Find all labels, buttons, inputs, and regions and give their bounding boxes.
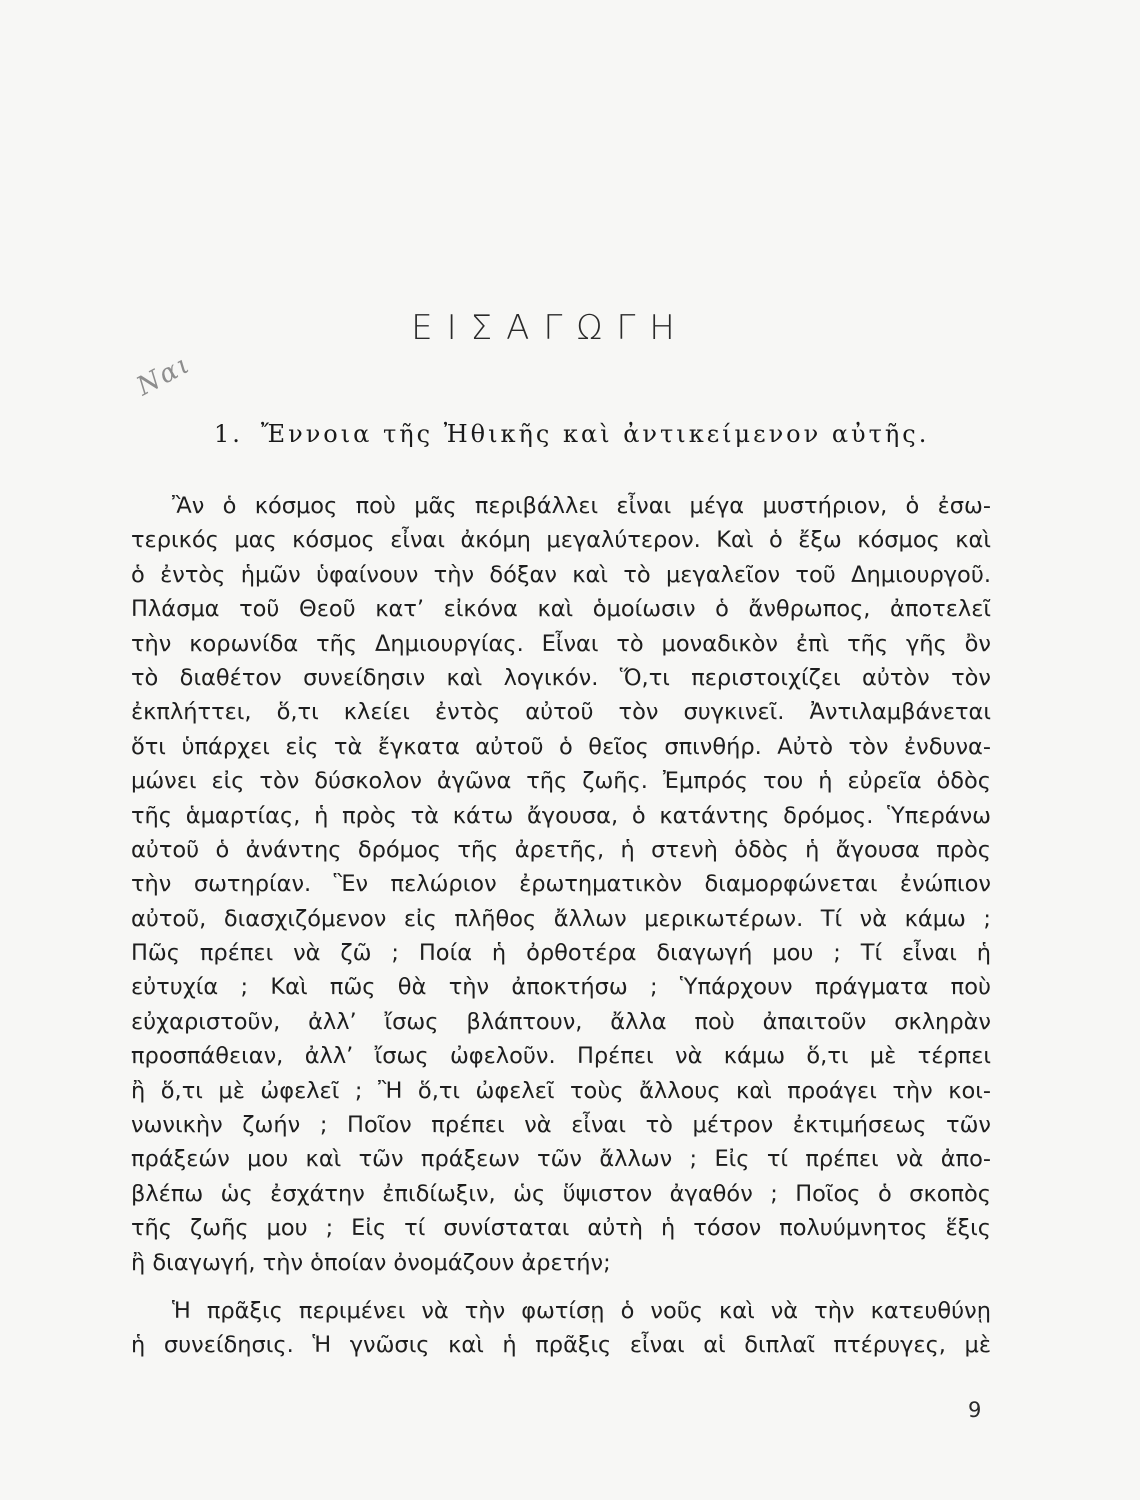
text-line: τὴν κορωνίδα τῆς Δημιουργίας. Εἶναι τὸ μοναδικὸν ἐπὶ τῆς γῆς ὂν <box>131 630 991 657</box>
text-line: ἐκπλήττει, ὅ,τι κλείει ἐντὸς αὐτοῦ τὸν συγκινεῖ. Ἀντιλαμβάνεται <box>131 699 991 726</box>
text-line: εὐχαριστοῦν, ἀλλ’ ἴσως βλάπτουν, ἄλλα ποὺ ἀπαιτοῦν σκληρὰν <box>131 1008 991 1035</box>
text-line: τὴν σωτηρίαν. Ἓν πελώριον ἐρωτηματικὸν διαμορφώνεται ἐνώπιον <box>131 871 991 898</box>
text-line: ἡ συνείδησις. Ἡ γνῶσις καὶ ἡ πρᾶξις εἶναι αἱ διπλαῖ πτέρυγες, μὲ <box>131 1332 991 1359</box>
text-line: πράξεών μου καὶ τῶν πράξεων τῶν ἄλλων ; Εἰς τί πρέπει νὰ ἀπο- <box>131 1146 991 1173</box>
text-line: αὐτοῦ, διασχιζόμενον εἰς πλῆθος ἄλλων μερικωτέρων. Τί νὰ κάμω ; <box>131 905 991 932</box>
text-line: τερικός μας κόσμος εἶναι ἀκόμη μεγαλύτερον. Καὶ ὁ ἔξω κόσμος καὶ <box>131 527 991 554</box>
page-number: 9 <box>968 1398 982 1422</box>
text-line: Πλάσμα τοῦ Θεοῦ κατ’ εἰκόνα καὶ ὁμοίωσιν ὁ ἄνθρωπος, ἀποτελεῖ <box>131 596 991 623</box>
text-line: τὸ διαθέτον συνείδησιν καὶ λογικόν. Ὅ,τι περιστοιχίζει αὐτὸν τὸν <box>131 664 991 691</box>
paragraph-1 <box>131 489 991 1280</box>
text-line: ἢ διαγωγή, τὴν ὁποίαν ὀνομάζουν ἀρετήν; <box>131 1249 611 1276</box>
section-number: 1. <box>214 420 243 448</box>
text-line: ἢ ὅ,τι μὲ ὠφελεῖ ; Ἢ ὅ,τι ὠφελεῖ τοὺς ἄλλους καὶ προάγει τὴν κοι- <box>131 1077 991 1104</box>
text-line: μώνει εἰς τὸν δύσκολον ἀγῶνα τῆς ζωῆς. Ἐμπρός του ἡ εὐρεῖα ὁδὸς <box>131 768 991 795</box>
text-line: Πῶς πρέπει νὰ ζῶ ; Ποία ἡ ὀρθοτέρα διαγωγή μου ; Τί εἶναι ἡ <box>131 940 991 967</box>
handwritten-margin-note: Ναι <box>131 348 196 402</box>
text-line: Ἂν ὁ κόσμος ποὺ μᾶς περιβάλλει εἶναι μέγα μυστήριον, ὁ ἐσω- <box>172 493 991 519</box>
text-line: ὁ ἐντὸς ἡμῶν ὑφαίνουν τὴν δόξαν καὶ τὸ μεγαλεῖον τοῦ Δημιουργοῦ. <box>131 561 991 588</box>
paragraph-2 <box>131 1294 991 1363</box>
text-line: Ἡ πρᾶξις περιμένει νὰ τὴν φωτίσῃ ὁ νοῦς καὶ νὰ τὴν κατευθύνῃ <box>172 1298 991 1324</box>
section-title: Ἔννοια τῆς Ἠθικῆς καὶ ἀντικείμενον αὐτῆς. <box>260 420 930 448</box>
text-line: αὐτοῦ ὁ ἀνάντης δρόμος τῆς ἀρετῆς, ἡ στενὴ ὁδὸς ἡ ἄγουσα πρὸς <box>131 836 991 863</box>
text-line: βλέπω ὡς ἐσχάτην ἐπιδίωξιν, ὡς ὕψιστον ἀγαθόν ; Ποῖος ὁ σκοπὸς <box>131 1180 991 1207</box>
chapter-title: ΕΙΣΑΓΩΓΗ <box>411 308 689 348</box>
text-line: τῆς ζωῆς μου ; Εἰς τί συνίσταται αὐτὴ ἡ τόσον πολυύμνητος ἕξις <box>131 1215 991 1242</box>
text-line: τῆς ἁμαρτίας, ἡ πρὸς τὰ κάτω ἄγουσα, ὁ κατάντης δρόμος. Ὑπεράνω <box>131 802 991 829</box>
text-line: εὐτυχία ; Καὶ πῶς θὰ τὴν ἀποκτήσω ; Ὑπάρχουν πράγματα ποὺ <box>131 974 991 1001</box>
text-line: προσπάθειαν, ἀλλ’ ἴσως ὠφελοῦν. Πρέπει νὰ κάμω ὅ,τι μὲ τέρπει <box>131 1043 991 1070</box>
text-line: νωνικὴν ζωήν ; Ποῖον πρέπει νὰ εἶναι τὸ μέτρον ἐκτιμήσεως τῶν <box>131 1112 991 1139</box>
section-heading <box>214 420 1034 448</box>
text-line: ὅτι ὑπάρχει εἰς τὰ ἔγκατα αὐτοῦ ὁ θεῖος σπινθήρ. Αὐτὸ τὸν ἐνδυνα- <box>131 733 991 760</box>
